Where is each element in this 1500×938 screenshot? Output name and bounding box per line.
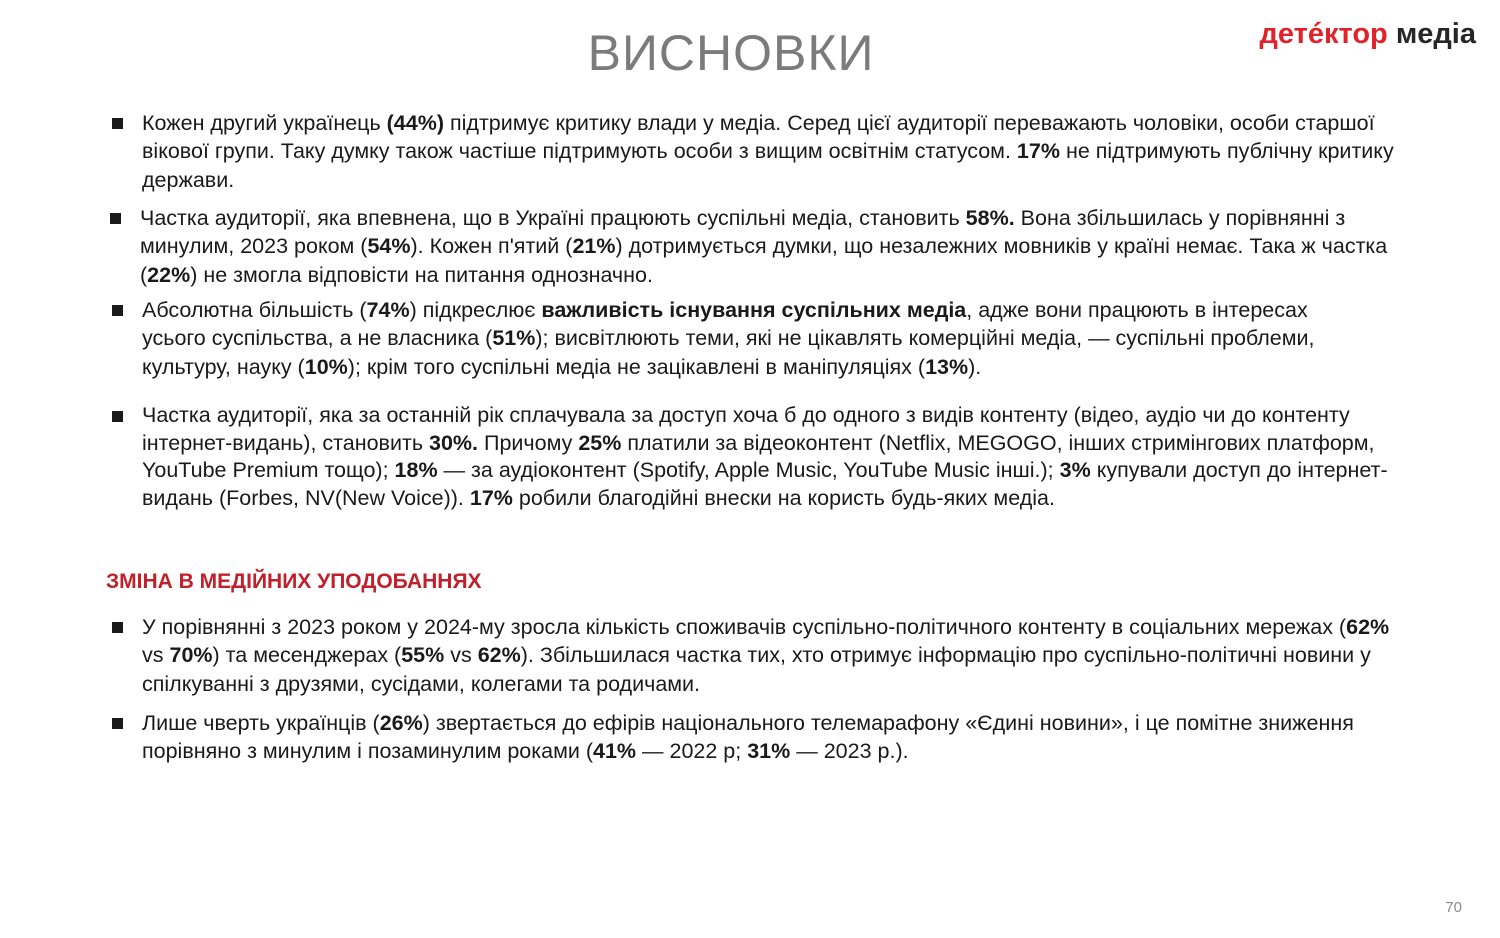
conclusion-bullet-2	[110, 204, 1395, 289]
bullet-text: Частка аудиторії, яка впевнена, що в Україні працюють суспільні медіа, становить 58%. Вона збільшилась у порівнянні з минулим, 2023 роком (54%). Кожен п'ятий (21%) дотримується думки, що незалежних мовників у країні немає. Така ж частка (22%) не змогла відповісти на питання однозначно.	[140, 206, 1388, 287]
bullet-square-icon	[112, 622, 123, 633]
bullet-square-icon	[112, 411, 123, 422]
bullet-text: У порівнянні з 2023 роком у 2024-му зросла кількість споживачів суспільно-політичного контенту в соціальних мережах (62% vs 70%) та месенджерах (55% vs 62%). Збільшилася частка тих, хто отримує інформацію про суспільно-політичні новини у спілкуванні з друзями, сусідами, колегами та родичами.	[142, 615, 1390, 696]
detector-media-logo	[1260, 14, 1477, 54]
bullet-square-icon	[112, 305, 123, 316]
bullet-text: Кожен другий українець (44%) підтримує критику влади у медіа. Серед цієї аудиторії переважають чоловіки, особи старшої вікової групи. Таку думку також частіше підтримують особи з вищим освітнім статусом. 17% не підтримують публічну критику держави.	[142, 111, 1394, 192]
page-number: 70	[1445, 899, 1462, 916]
bullet-text: Абсолютна більшість (74%) підкреслює важливість існування суспільних медіа, адже вони працюють в інтересах усього суспільства, а не власника (51%); висвітлюють теми, які не цікавлять комерційні медіа, — суспільні проблеми, культуру, науку (10%); крім того суспільні медіа не зацікавлені в маніпуляціях (13%).	[142, 298, 1315, 379]
bullet-text: Частка аудиторії, яка за останній рік сплачувала за доступ хоча б до одного з видів контенту (відео, аудіо чи до контенту інтернет-видань), становить 30%. Причому 25% платили за відеоконтент (Netflix, MEGOGO, інших стримінгових платформ, YouTube Premium тощо); 18% — за аудіоконтент (Spotify, Apple Music, YouTube Music інші.); 3% купували доступ до інтернет-видань (Forbes, NV(New Voice)). 17% робили благодійні внески на користь будь-яких медіа.	[142, 403, 1388, 510]
section-heading: ЗМІНА В МЕДІЙНИХ УПОДОБАННЯХ	[106, 570, 482, 593]
bullet-square-icon	[112, 718, 123, 729]
logo-part-2: медіа	[1395, 18, 1476, 50]
media-preference-bullet-1	[112, 613, 1402, 698]
bullet-text: Лише чверть українців (26%) звертається до ефірів національного телемарафону «Єдині новини», і це помітне зниження порівняно з минулим і позаминулим роками (41% — 2022 р; 31% — 2023 р.).	[142, 711, 1354, 764]
bullet-square-icon	[110, 213, 121, 224]
conclusion-bullet-1	[112, 109, 1402, 194]
conclusion-bullet-4	[112, 402, 1422, 512]
media-preference-bullet-2	[112, 709, 1422, 766]
logo-part-1: детéктор	[1259, 18, 1388, 50]
page-title: ВИСНОВКИ	[587, 25, 875, 81]
conclusion-bullet-3	[112, 296, 1362, 381]
bullet-square-icon	[112, 118, 123, 129]
